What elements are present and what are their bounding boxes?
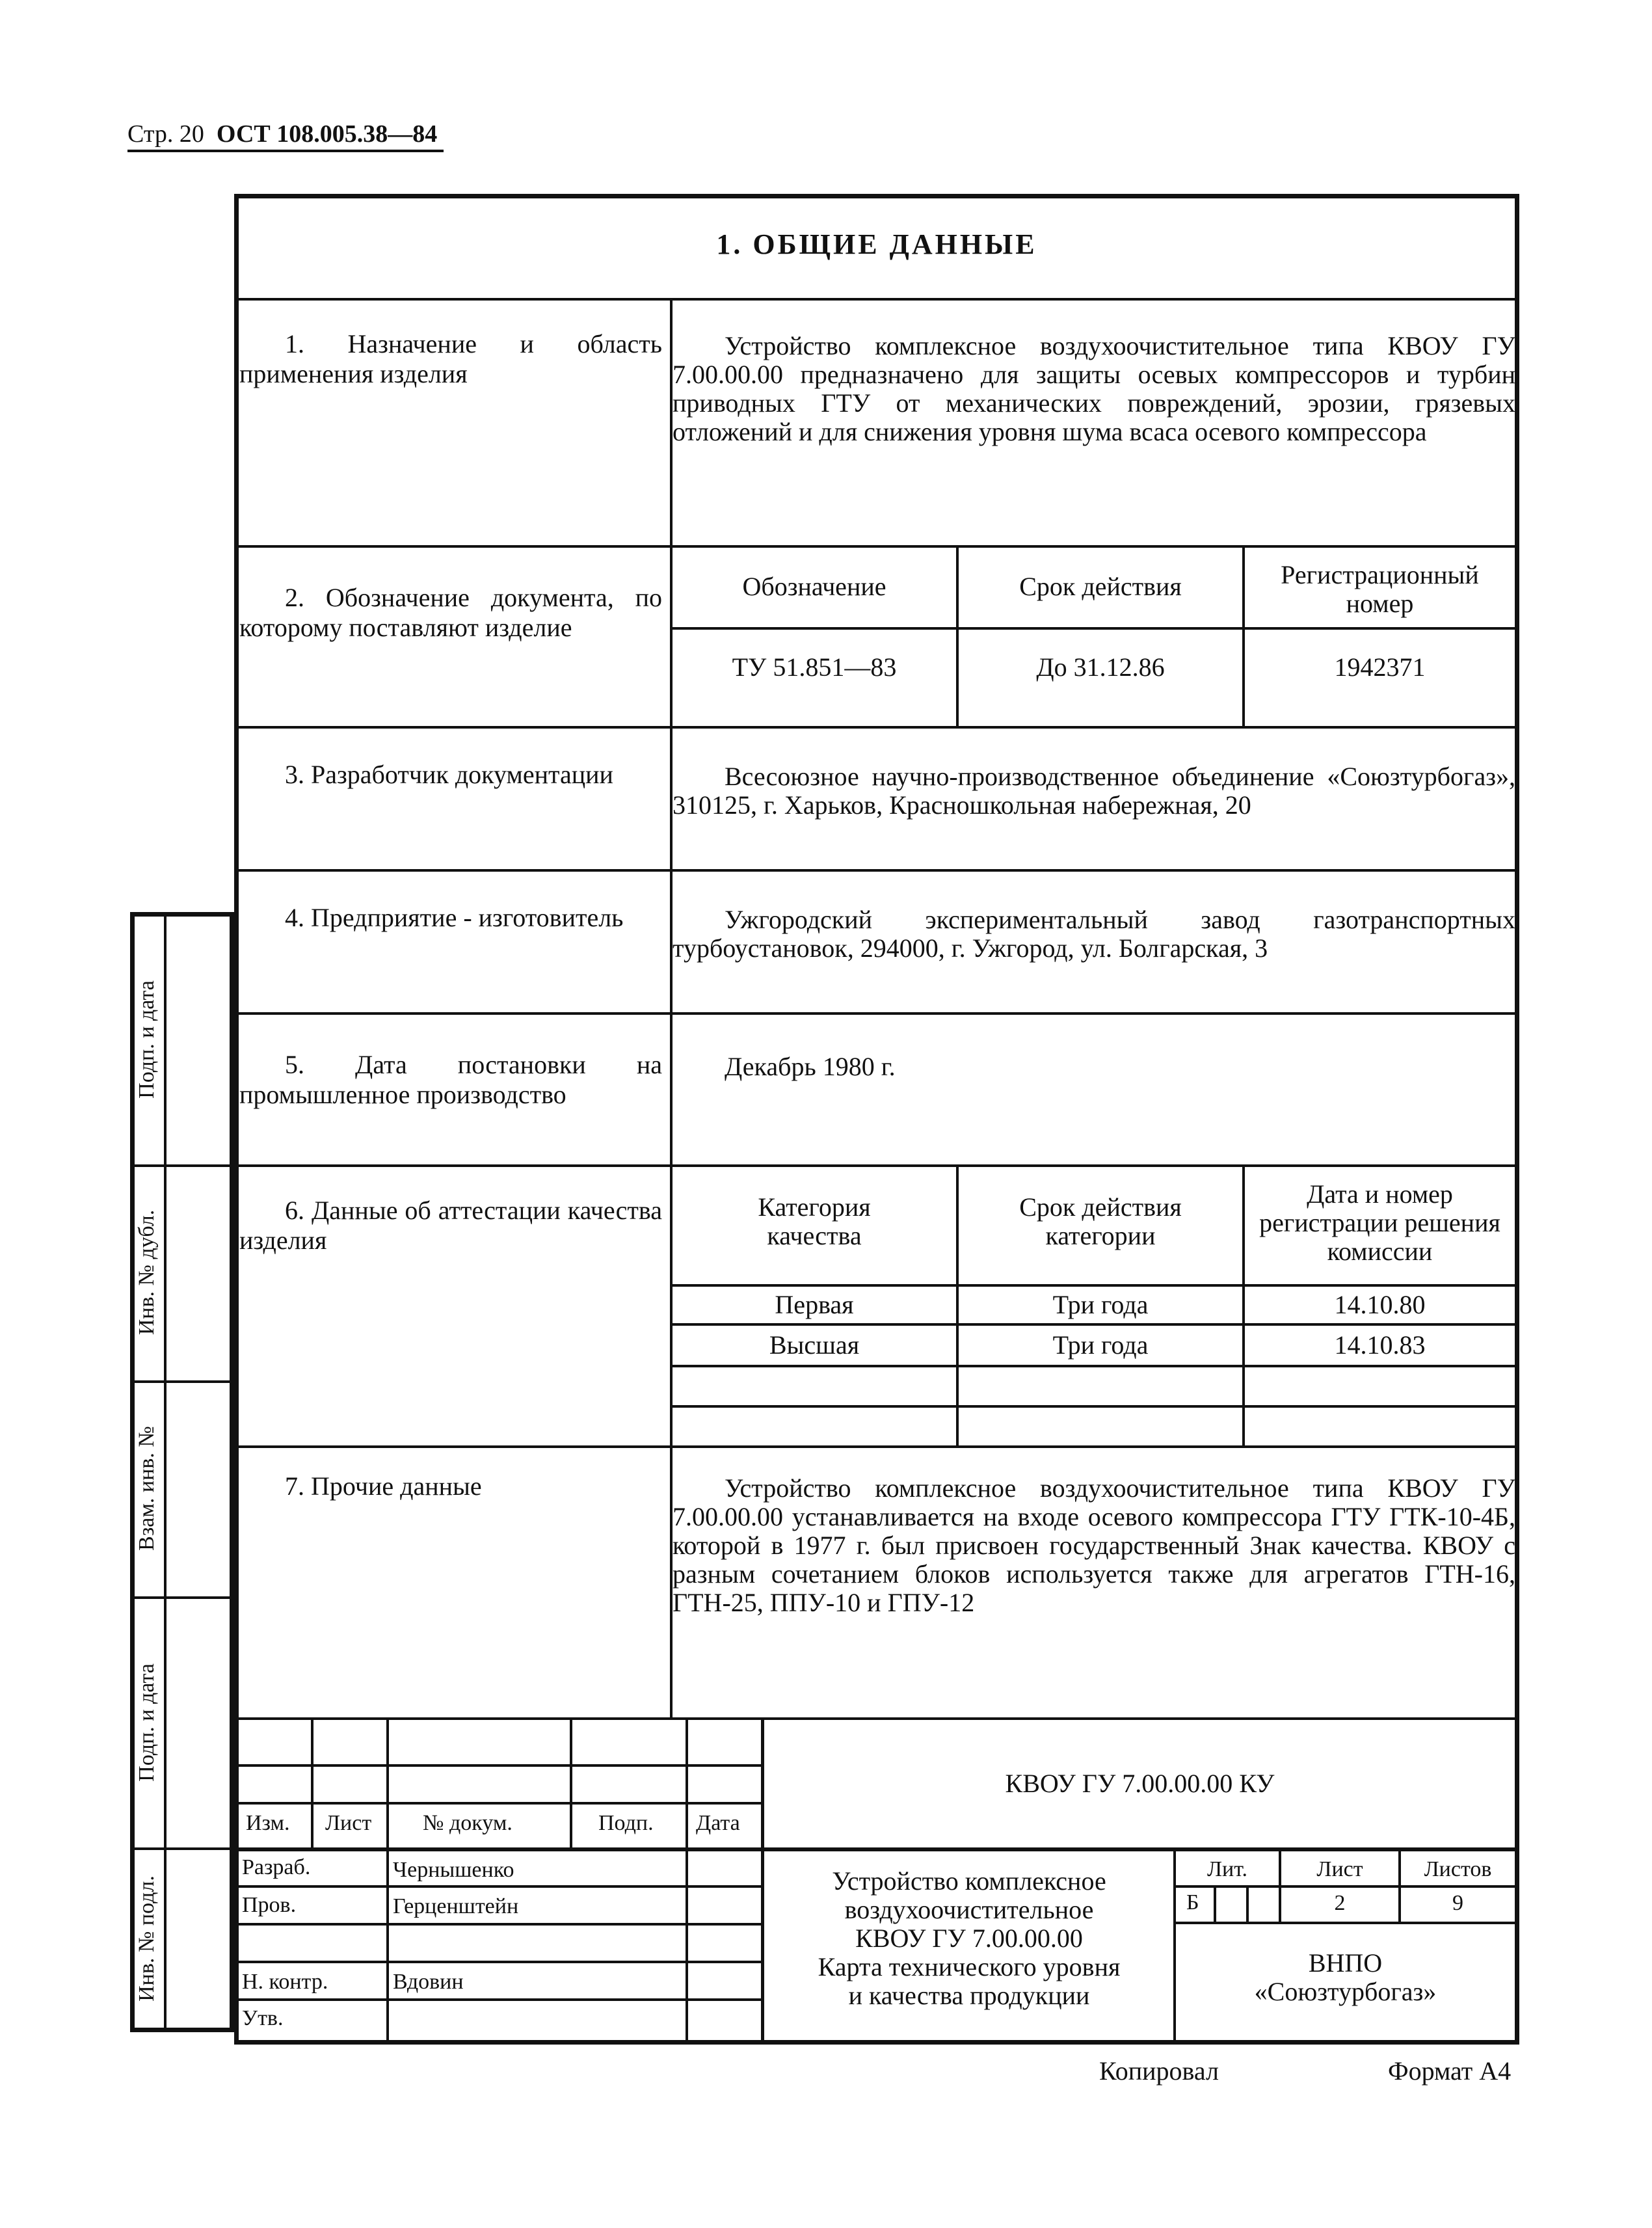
product-name-line: Карта технического уровня	[818, 1952, 1121, 1981]
divider	[239, 298, 1515, 301]
sheets-value: 9	[1452, 1891, 1463, 1915]
product-name-line: КВОУ ГУ 7.00.00.00	[855, 1924, 1083, 1953]
sheet-value: 2	[1334, 1891, 1346, 1915]
lit-value: Б	[1186, 1890, 1199, 1914]
row5-value: Декабрь 1980 г.	[725, 1052, 896, 1081]
table-divider	[673, 627, 1515, 630]
sidebar-orig-inv: Инв. № подл.	[135, 1875, 159, 2002]
col-sheet: Лист	[325, 1811, 372, 1835]
row3-label: 3. Разработчик документации	[285, 760, 613, 789]
quality-date-2: 14.10.83	[1334, 1330, 1426, 1360]
grid-line	[570, 1717, 572, 1847]
quality-date-1: 14.10.80	[1334, 1290, 1426, 1319]
titleblock-separator	[761, 1717, 764, 2041]
divider	[239, 1717, 1515, 1720]
role-checker: Пров.	[242, 1893, 297, 1917]
name-developer: Чернышенко	[393, 1858, 514, 1882]
row3-value: Всесоюзное научно-производственное объединение «Союзтурбогаз», 310125, г. Харьков, Красношкольная набережная, 20	[673, 762, 1515, 820]
col-sign: Подп.	[598, 1811, 654, 1835]
org-line: «Союзтурбогаз»	[1254, 1977, 1437, 2006]
page-number: Стр. 20	[127, 120, 204, 148]
org-line: ВНПО	[1308, 1948, 1383, 1978]
row4-label: 4. Предприятие - изготовитель	[285, 903, 624, 932]
grid-line	[239, 1885, 761, 1888]
table-divider	[673, 1323, 1515, 1326]
role-developer: Разраб.	[242, 1855, 311, 1879]
sidebar-sign-date-2: Подп. и дата	[135, 1663, 159, 1782]
row1-value: Устройство комплексное воздухоочистительное типа КВОУ ГУ 7.00.00.00 предназначено для защиты осевых компрессоров и турбин приводных ГТУ от механических повреждений, эрозии, грязевых отложений и для снижения уровня шума всаса осевого компрессора	[673, 331, 1515, 446]
row1-label-text: 1. Назначение и область применения изделия	[239, 329, 662, 388]
row1-label	[239, 329, 662, 389]
grid-line	[1246, 1886, 1249, 1922]
row7-label: 7. Прочие данные	[285, 1471, 482, 1501]
product-name	[765, 1867, 1173, 2010]
quality-header-date: Дата и номер регистрации решения комиссии	[1259, 1179, 1500, 1266]
quality-header-validity: Срок действия категории	[1019, 1192, 1182, 1250]
main-frame	[234, 194, 1519, 2045]
lit-label: Лит.	[1206, 1857, 1248, 1881]
page-header	[127, 120, 437, 148]
grid-line	[1173, 1885, 1515, 1888]
role-approved: Утв.	[242, 2006, 284, 2030]
divider	[239, 1012, 1515, 1015]
grid-line	[239, 1764, 761, 1767]
row7-value: Устройство комплексное воздухоочистительное типа КВОУ ГУ 7.00.00.00 устанавливается на входе осевого компрессора ГТУ ГТК-10-4Б, которой в 1977 г. был присвоен государственный Знак качества. КВОУ с разным сочетанием блоков используется также для агрегатов ГТН-16, ГТН-25, ППУ-10 и ГПУ-12	[673, 1473, 1515, 1617]
quality-cat-2: Высшая	[769, 1330, 860, 1360]
sheets-label: Листов	[1424, 1857, 1492, 1881]
doc-header-regnum: Регистрационный номер	[1281, 560, 1479, 618]
quality-header-category: Категория качества	[758, 1192, 871, 1250]
organization	[1176, 1949, 1515, 2006]
row4-value: Ужгородский экспериментальный завод газотранспортных турбоустановок, 294000, г. Ужгород, ул. Болгарская, 3	[673, 905, 1515, 963]
table-divider	[673, 1284, 1515, 1287]
product-name-line: воздухоочистительное	[844, 1895, 1094, 1924]
footer-format: Формат А4	[1388, 2056, 1512, 2086]
header-underline	[127, 150, 444, 152]
section-title: 1. ОБЩИЕ ДАННЫЕ	[716, 228, 1037, 260]
sidebar-dup-inv: Инв. № дубл.	[135, 1209, 159, 1335]
role-norm-control: Н. контр.	[242, 1970, 328, 1994]
grid-line	[311, 1717, 313, 1847]
footer-copied: Копировал	[1099, 2056, 1219, 2086]
divider	[239, 869, 1515, 872]
grid-line	[239, 1802, 761, 1805]
doc-designation: ТУ 51.851—83	[732, 652, 897, 682]
doc-designation-code: КВОУ ГУ 7.00.00.00 КУ	[1005, 1769, 1275, 1798]
table-divider	[673, 1365, 1515, 1367]
col-docnum: № докум.	[423, 1811, 513, 1835]
grid-line	[239, 1961, 761, 1963]
sidebar-sign-date-1: Подп. и дата	[135, 980, 159, 1099]
quality-cat-1: Первая	[775, 1290, 854, 1319]
grid-line	[1173, 1922, 1515, 1924]
divider	[239, 1164, 1515, 1167]
sidebar-inner-line	[164, 917, 167, 2028]
doc-header-designation: Обозначение	[742, 572, 886, 601]
grid-line	[1214, 1886, 1216, 1922]
table-divider	[673, 1405, 1515, 1408]
doc-validity: До 31.12.86	[1036, 652, 1165, 682]
grid-line	[239, 1923, 761, 1926]
sidebar-repl-inv: Взам. инв. №	[135, 1426, 159, 1551]
divider	[239, 545, 1515, 548]
divider	[239, 1445, 1515, 1448]
doc-regnum: 1942371	[1334, 652, 1426, 682]
sheet-label: Лист	[1316, 1857, 1363, 1881]
product-name-line: и качества продукции	[848, 1981, 1090, 2010]
quality-validity-2: Три года	[1052, 1330, 1149, 1360]
row6-label: 6. Данные об аттестации качества изделия	[239, 1196, 662, 1255]
grid-line	[239, 1998, 761, 2001]
name-norm-control: Вдовин	[393, 1970, 464, 1994]
doc-header-validity: Срок действия	[1019, 572, 1182, 601]
standard-code: ОСТ 108.005.38—84	[216, 120, 438, 148]
quality-validity-1: Три года	[1052, 1290, 1149, 1319]
col-change: Изм.	[246, 1811, 290, 1835]
col-date: Дата	[696, 1811, 740, 1835]
divider	[239, 726, 1515, 729]
row2-label: 2. Обозначение документа, по которому поставляют изделие	[239, 583, 662, 642]
titleblock-divider	[239, 1847, 1515, 1851]
row5-label: 5. Дата постановки на промышленное производство	[239, 1050, 662, 1109]
product-name-line: Устройство комплексное	[832, 1866, 1106, 1896]
name-checker: Герценштейн	[393, 1894, 519, 1918]
